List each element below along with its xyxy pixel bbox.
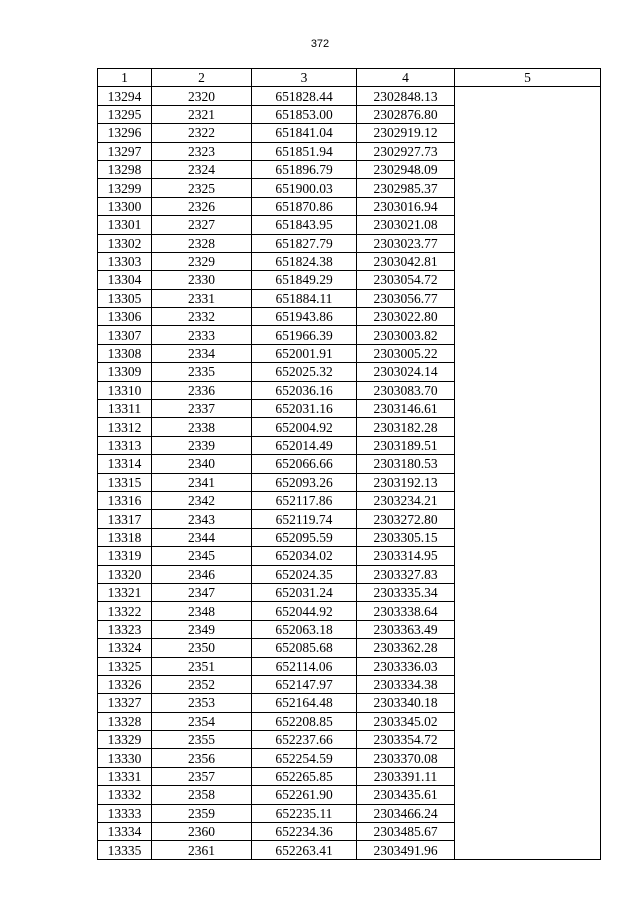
cell-y-coordinate: 2303056.77 xyxy=(357,289,455,307)
cell-point-id: 2348 xyxy=(152,602,252,620)
cell-y-coordinate: 2303338.64 xyxy=(357,602,455,620)
cell-x-coordinate: 652265.85 xyxy=(252,767,357,785)
cell-number: 13322 xyxy=(98,602,152,620)
cell-y-coordinate: 2303021.08 xyxy=(357,216,455,234)
cell-number: 13325 xyxy=(98,657,152,675)
cell-x-coordinate: 651824.38 xyxy=(252,252,357,270)
cell-x-coordinate: 652117.86 xyxy=(252,491,357,509)
column-header-2: 2 xyxy=(152,69,252,87)
column-header-1: 1 xyxy=(98,69,152,87)
cell-x-coordinate: 652024.35 xyxy=(252,565,357,583)
cell-y-coordinate: 2302848.13 xyxy=(357,87,455,105)
cell-point-id: 2330 xyxy=(152,271,252,289)
cell-number: 13335 xyxy=(98,841,152,859)
cell-y-coordinate: 2303491.96 xyxy=(357,841,455,859)
cell-number: 13309 xyxy=(98,363,152,381)
cell-y-coordinate: 2303180.53 xyxy=(357,455,455,473)
cell-y-coordinate: 2303189.51 xyxy=(357,436,455,454)
cell-x-coordinate: 652164.48 xyxy=(252,694,357,712)
cell-x-coordinate: 652036.16 xyxy=(252,381,357,399)
cell-number: 13320 xyxy=(98,565,152,583)
cell-x-coordinate: 652004.92 xyxy=(252,418,357,436)
cell-point-id: 2359 xyxy=(152,804,252,822)
cell-y-coordinate: 2303003.82 xyxy=(357,326,455,344)
cell-x-coordinate: 652119.74 xyxy=(252,510,357,528)
cell-point-id: 2356 xyxy=(152,749,252,767)
cell-x-coordinate: 652034.02 xyxy=(252,547,357,565)
cell-x-coordinate: 652031.16 xyxy=(252,400,357,418)
cell-number: 13303 xyxy=(98,252,152,270)
column-header-4: 4 xyxy=(357,69,455,87)
cell-number: 13295 xyxy=(98,105,152,123)
cell-point-id: 2338 xyxy=(152,418,252,436)
cell-x-coordinate: 652001.91 xyxy=(252,344,357,362)
cell-number: 13317 xyxy=(98,510,152,528)
cell-point-id: 2357 xyxy=(152,767,252,785)
cell-x-coordinate: 651851.94 xyxy=(252,142,357,160)
cell-y-coordinate: 2303391.11 xyxy=(357,767,455,785)
cell-y-coordinate: 2303234.21 xyxy=(357,491,455,509)
cell-point-id: 2336 xyxy=(152,381,252,399)
cell-x-coordinate: 652066.66 xyxy=(252,455,357,473)
cell-number: 13311 xyxy=(98,400,152,418)
cell-y-coordinate: 2303083.70 xyxy=(357,381,455,399)
cell-point-id: 2329 xyxy=(152,252,252,270)
cell-y-coordinate: 2303182.28 xyxy=(357,418,455,436)
cell-number: 13319 xyxy=(98,547,152,565)
cell-point-id: 2335 xyxy=(152,363,252,381)
cell-x-coordinate: 651853.00 xyxy=(252,105,357,123)
cell-y-coordinate: 2302948.09 xyxy=(357,160,455,178)
cell-number: 13294 xyxy=(98,87,152,105)
cell-number: 13318 xyxy=(98,528,152,546)
cell-x-coordinate: 652031.24 xyxy=(252,583,357,601)
cell-number: 13298 xyxy=(98,160,152,178)
cell-number: 13310 xyxy=(98,381,152,399)
cell-number: 13332 xyxy=(98,786,152,804)
cell-point-id: 2325 xyxy=(152,179,252,197)
cell-x-coordinate: 651900.03 xyxy=(252,179,357,197)
cell-number: 13307 xyxy=(98,326,152,344)
cell-point-id: 2331 xyxy=(152,289,252,307)
cell-point-id: 2334 xyxy=(152,344,252,362)
header-row xyxy=(98,69,601,87)
cell-x-coordinate: 652254.59 xyxy=(252,749,357,767)
cell-number: 13305 xyxy=(98,289,152,307)
cell-number: 13300 xyxy=(98,197,152,215)
cell-point-id: 2341 xyxy=(152,473,252,491)
cell-point-id: 2322 xyxy=(152,124,252,142)
cell-number: 13327 xyxy=(98,694,152,712)
cell-column-5-empty xyxy=(455,87,601,859)
cell-point-id: 2337 xyxy=(152,400,252,418)
cell-number: 13333 xyxy=(98,804,152,822)
cell-point-id: 2351 xyxy=(152,657,252,675)
cell-x-coordinate: 651966.39 xyxy=(252,326,357,344)
coordinates-table xyxy=(97,68,601,860)
cell-y-coordinate: 2303340.18 xyxy=(357,694,455,712)
cell-y-coordinate: 2302985.37 xyxy=(357,179,455,197)
cell-y-coordinate: 2303192.13 xyxy=(357,473,455,491)
cell-number: 13308 xyxy=(98,344,152,362)
cell-y-coordinate: 2303314.95 xyxy=(357,547,455,565)
cell-number: 13316 xyxy=(98,491,152,509)
cell-point-id: 2339 xyxy=(152,436,252,454)
cell-x-coordinate: 652095.59 xyxy=(252,528,357,546)
column-header-5: 5 xyxy=(455,69,601,87)
cell-number: 13296 xyxy=(98,124,152,142)
cell-x-coordinate: 652014.49 xyxy=(252,436,357,454)
cell-point-id: 2353 xyxy=(152,694,252,712)
cell-y-coordinate: 2302919.12 xyxy=(357,124,455,142)
cell-y-coordinate: 2303272.80 xyxy=(357,510,455,528)
cell-x-coordinate: 652093.26 xyxy=(252,473,357,491)
cell-point-id: 2355 xyxy=(152,731,252,749)
cell-number: 13328 xyxy=(98,712,152,730)
cell-point-id: 2354 xyxy=(152,712,252,730)
page-number: 372 xyxy=(310,38,330,50)
cell-x-coordinate: 651884.11 xyxy=(252,289,357,307)
cell-x-coordinate: 652261.90 xyxy=(252,786,357,804)
cell-point-id: 2346 xyxy=(152,565,252,583)
cell-point-id: 2328 xyxy=(152,234,252,252)
cell-point-id: 2327 xyxy=(152,216,252,234)
cell-x-coordinate: 652237.66 xyxy=(252,731,357,749)
cell-point-id: 2360 xyxy=(152,823,252,841)
cell-x-coordinate: 651827.79 xyxy=(252,234,357,252)
cell-number: 13334 xyxy=(98,823,152,841)
cell-number: 13331 xyxy=(98,767,152,785)
cell-y-coordinate: 2303336.03 xyxy=(357,657,455,675)
cell-y-coordinate: 2303146.61 xyxy=(357,400,455,418)
cell-number: 13324 xyxy=(98,639,152,657)
cell-point-id: 2352 xyxy=(152,675,252,693)
cell-point-id: 2350 xyxy=(152,639,252,657)
cell-number: 13306 xyxy=(98,308,152,326)
table-body xyxy=(98,87,601,859)
cell-y-coordinate: 2303327.83 xyxy=(357,565,455,583)
cell-y-coordinate: 2303363.49 xyxy=(357,620,455,638)
cell-y-coordinate: 2303466.24 xyxy=(357,804,455,822)
cell-point-id: 2333 xyxy=(152,326,252,344)
cell-number: 13301 xyxy=(98,216,152,234)
cell-x-coordinate: 651843.95 xyxy=(252,216,357,234)
cell-point-id: 2358 xyxy=(152,786,252,804)
cell-point-id: 2340 xyxy=(152,455,252,473)
cell-y-coordinate: 2303335.34 xyxy=(357,583,455,601)
cell-point-id: 2349 xyxy=(152,620,252,638)
cell-y-coordinate: 2303370.08 xyxy=(357,749,455,767)
cell-number: 13315 xyxy=(98,473,152,491)
cell-point-id: 2347 xyxy=(152,583,252,601)
cell-point-id: 2323 xyxy=(152,142,252,160)
cell-number: 13321 xyxy=(98,583,152,601)
cell-y-coordinate: 2303435.61 xyxy=(357,786,455,804)
cell-y-coordinate: 2303016.94 xyxy=(357,197,455,215)
cell-y-coordinate: 2303334.38 xyxy=(357,675,455,693)
cell-y-coordinate: 2303054.72 xyxy=(357,271,455,289)
cell-point-id: 2345 xyxy=(152,547,252,565)
cell-point-id: 2326 xyxy=(152,197,252,215)
table-row xyxy=(98,87,601,105)
cell-x-coordinate: 652263.41 xyxy=(252,841,357,859)
cell-number: 13313 xyxy=(98,436,152,454)
cell-x-coordinate: 651841.04 xyxy=(252,124,357,142)
cell-y-coordinate: 2303485.67 xyxy=(357,823,455,841)
cell-number: 13299 xyxy=(98,179,152,197)
cell-x-coordinate: 651943.86 xyxy=(252,308,357,326)
cell-number: 13312 xyxy=(98,418,152,436)
table-header xyxy=(98,69,601,87)
cell-y-coordinate: 2303362.28 xyxy=(357,639,455,657)
cell-y-coordinate: 2303005.22 xyxy=(357,344,455,362)
cell-number: 13323 xyxy=(98,620,152,638)
cell-y-coordinate: 2303023.77 xyxy=(357,234,455,252)
cell-x-coordinate: 651896.79 xyxy=(252,160,357,178)
cell-x-coordinate: 651870.86 xyxy=(252,197,357,215)
column-header-3: 3 xyxy=(252,69,357,87)
cell-x-coordinate: 651849.29 xyxy=(252,271,357,289)
cell-y-coordinate: 2303345.02 xyxy=(357,712,455,730)
cell-y-coordinate: 2303042.81 xyxy=(357,252,455,270)
cell-x-coordinate: 651828.44 xyxy=(252,87,357,105)
cell-point-id: 2342 xyxy=(152,491,252,509)
cell-y-coordinate: 2303305.15 xyxy=(357,528,455,546)
cell-x-coordinate: 652085.68 xyxy=(252,639,357,657)
cell-number: 13314 xyxy=(98,455,152,473)
cell-number: 13330 xyxy=(98,749,152,767)
cell-x-coordinate: 652025.32 xyxy=(252,363,357,381)
cell-point-id: 2344 xyxy=(152,528,252,546)
cell-number: 13302 xyxy=(98,234,152,252)
cell-number: 13326 xyxy=(98,675,152,693)
cell-y-coordinate: 2302876.80 xyxy=(357,105,455,123)
cell-x-coordinate: 652235.11 xyxy=(252,804,357,822)
cell-y-coordinate: 2303022.80 xyxy=(357,308,455,326)
cell-x-coordinate: 652114.06 xyxy=(252,657,357,675)
cell-point-id: 2343 xyxy=(152,510,252,528)
cell-y-coordinate: 2302927.73 xyxy=(357,142,455,160)
cell-number: 13297 xyxy=(98,142,152,160)
cell-point-id: 2321 xyxy=(152,105,252,123)
cell-number: 13304 xyxy=(98,271,152,289)
cell-y-coordinate: 2303024.14 xyxy=(357,363,455,381)
cell-point-id: 2324 xyxy=(152,160,252,178)
cell-x-coordinate: 652208.85 xyxy=(252,712,357,730)
cell-x-coordinate: 652063.18 xyxy=(252,620,357,638)
cell-number: 13329 xyxy=(98,731,152,749)
cell-point-id: 2332 xyxy=(152,308,252,326)
cell-x-coordinate: 652147.97 xyxy=(252,675,357,693)
cell-y-coordinate: 2303354.72 xyxy=(357,731,455,749)
cell-x-coordinate: 652234.36 xyxy=(252,823,357,841)
cell-point-id: 2320 xyxy=(152,87,252,105)
cell-x-coordinate: 652044.92 xyxy=(252,602,357,620)
cell-point-id: 2361 xyxy=(152,841,252,859)
